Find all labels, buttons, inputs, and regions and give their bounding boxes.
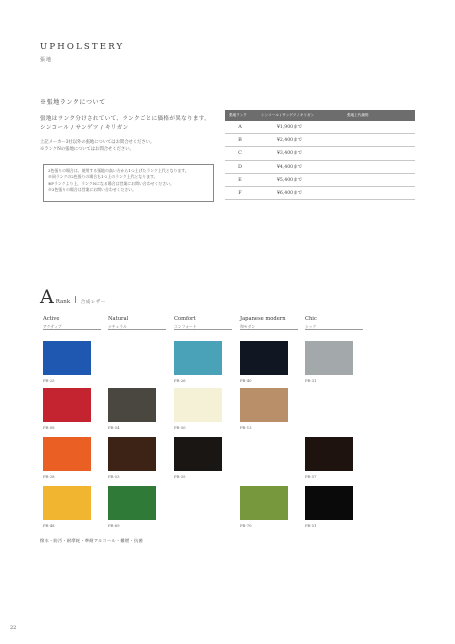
fabric-swatch: [240, 486, 288, 520]
color-column-heading: [240, 316, 286, 330]
price-table-row: [225, 161, 415, 174]
a-rank-divider: [75, 296, 76, 303]
fabric-swatch: [174, 437, 222, 471]
a-rank-category: 合成レザー: [80, 300, 106, 305]
fabric-code: PR-08: [43, 425, 55, 430]
fabric-swatch: [43, 388, 91, 422]
fabric-code: PR-57: [305, 474, 317, 479]
price-table-row: [225, 187, 415, 200]
fabric-code: PR-50: [174, 425, 186, 430]
price-rank: C: [238, 150, 242, 157]
fabric-code: PR-69: [108, 523, 120, 528]
notice-line-1: 3色張りの場合は、使用する張地の高い方から1つ上げたランク上代となります。: [48, 168, 189, 173]
rank-lead-line2: シンコール / サンゲツ / キリガン: [40, 124, 129, 131]
rank-heading: ※張地ランクについて: [40, 99, 106, 106]
price-rank: D: [237, 163, 242, 170]
price-value: ¥3,400まで: [277, 151, 303, 157]
fabric-swatch: [108, 388, 156, 422]
color-column-heading: [43, 316, 62, 330]
column-rule: [43, 329, 101, 330]
fabric-code: PR-53: [108, 474, 120, 479]
rank-lead: [40, 115, 220, 132]
column-name-jp: 和モダン: [240, 324, 256, 329]
color-column-heading: [108, 316, 128, 330]
a-rank-heading: [40, 288, 106, 307]
fabric-code: PR-28: [43, 474, 55, 479]
notice-box: [43, 164, 214, 202]
price-table-row: [225, 134, 415, 147]
rank-note-2: ※ランクNの張地についてはお問合せください。: [40, 147, 134, 153]
price-table-row: [225, 147, 415, 160]
price-table-header-rank: 張地ランク: [229, 113, 247, 117]
fabric-swatch: [240, 341, 288, 375]
fabric-code: PR-26: [174, 378, 186, 383]
rank-note-1: 上記メーカー3社以外の張地についてはお問合せください。: [40, 140, 155, 146]
column-name-jp: ナチュラル: [108, 324, 127, 329]
rank-info: [40, 97, 220, 154]
price-table-header-price: 張地上代価格: [347, 113, 369, 117]
column-rule: [174, 329, 232, 330]
column-name-en: Natural: [108, 316, 129, 322]
price-table: [225, 110, 415, 200]
column-rule: [305, 329, 363, 330]
price-table-row: [225, 174, 415, 187]
column-name-en: Chic: [305, 316, 317, 322]
price-value: ¥1,900まで: [277, 125, 303, 131]
rank-lead-line1: 張地はランク分けされていて、ランクごとに価格が異なります。: [40, 116, 211, 122]
feature-footnote: 撥水・防汚・耐摩耗・準耐アルコール・難燃・抗菌: [40, 538, 143, 543]
column-name-en: Japanese modern: [240, 316, 286, 322]
price-value: ¥6,400まで: [277, 191, 303, 197]
price-rank: B: [238, 137, 242, 144]
notice-line-3: ※Fランクより上、ランクNになる場合は営業にお問い合わせください。: [48, 180, 174, 186]
column-name-jp: アクティブ: [43, 324, 62, 329]
page-subtitle: 張地: [40, 57, 53, 63]
page-number: 22: [10, 625, 17, 631]
price-value: ¥2,400まで: [277, 138, 303, 144]
price-table-row: [225, 121, 415, 134]
color-column-heading: [174, 316, 197, 330]
fabric-swatch: [43, 437, 91, 471]
fabric-code: PR-13: [240, 425, 252, 430]
column-rule: [240, 329, 298, 330]
fabric-swatch: [108, 486, 156, 520]
fabric-swatch: [305, 341, 353, 375]
price-table-header: [225, 110, 415, 121]
fabric-code: PR-40: [240, 378, 252, 383]
fabric-swatch: [43, 486, 91, 520]
column-name-jp: コンフォート: [174, 324, 197, 329]
notice-line-2: ※同ランクの2色張りの場合も1つ上のランク上代となります。: [48, 174, 158, 180]
fabric-swatch: [108, 437, 156, 471]
price-value: ¥5,400まで: [277, 177, 303, 183]
fabric-code: PR-70: [240, 523, 252, 528]
price-rank: A: [238, 124, 242, 131]
column-rule: [108, 329, 166, 330]
column-name-jp: シック: [305, 324, 317, 329]
page-title: UPHOLSTERY: [40, 42, 125, 52]
column-name-en: Comfort: [174, 316, 196, 322]
a-rank-label: Rank: [55, 299, 71, 305]
color-column-heading: [305, 316, 317, 330]
rank-notes: [40, 140, 220, 154]
fabric-swatch: [305, 437, 353, 471]
column-name-en: Active: [43, 316, 60, 322]
a-rank-letter: A: [40, 286, 54, 308]
fabric-code: PR-54: [108, 425, 120, 430]
price-rank: F: [238, 190, 242, 197]
fabric-code: PR-48: [43, 523, 55, 528]
notice-line-4: ※3色張りの場合は営業にお問い合わせください。: [48, 187, 137, 193]
price-value: ¥4,400まで: [277, 164, 303, 170]
fabric-swatch: [305, 486, 353, 520]
fabric-code: PR-25: [43, 378, 55, 383]
fabric-swatch: [174, 388, 222, 422]
price-table-header-makers: シンコール / サンゲツ / キリガン: [261, 113, 315, 117]
fabric-code: PR-35: [174, 474, 186, 479]
page-header: [40, 42, 124, 63]
fabric-code: PR-51: [305, 523, 317, 528]
fabric-swatch: [240, 388, 288, 422]
price-rank: E: [238, 176, 242, 183]
fabric-swatch: [43, 341, 91, 375]
fabric-swatch: [174, 341, 222, 375]
fabric-code: PR-31: [305, 378, 317, 383]
